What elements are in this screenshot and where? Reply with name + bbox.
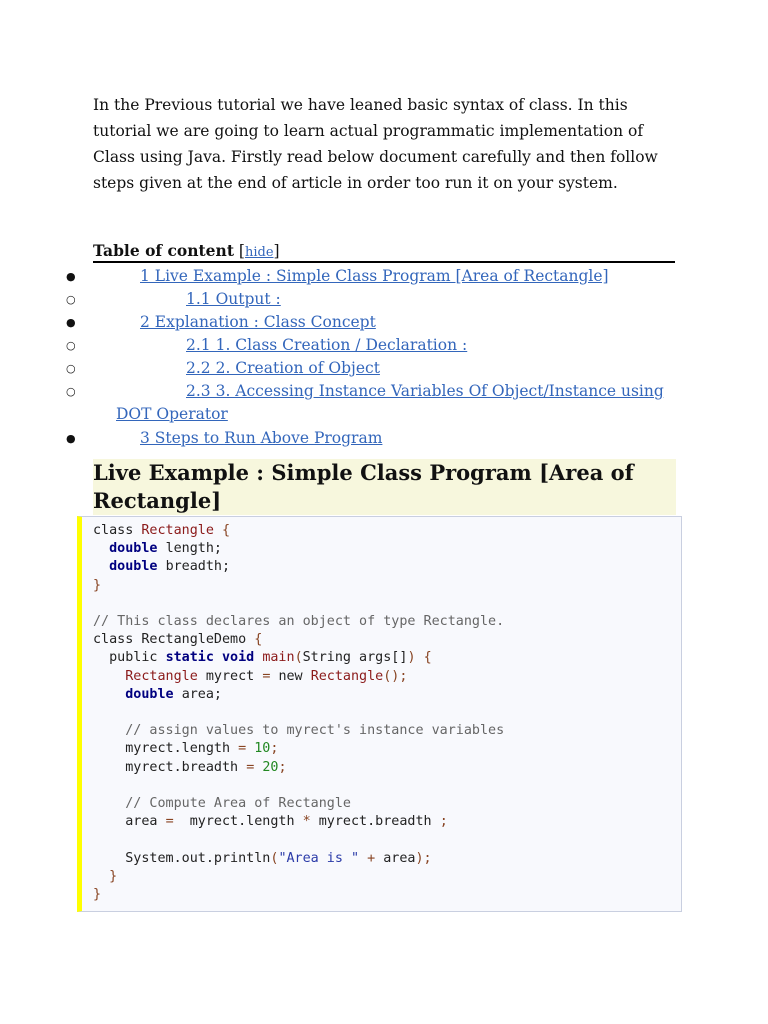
toc-title: Table of content bbox=[93, 241, 234, 260]
toc-heading bbox=[93, 240, 675, 263]
circle-bullet-icon: ○ bbox=[66, 293, 76, 306]
circle-bullet-icon: ○ bbox=[66, 362, 76, 375]
toc-link-output[interactable]: 1.1 Output : bbox=[186, 290, 281, 308]
circle-bullet-icon: ○ bbox=[66, 339, 76, 352]
toc-link-live-example[interactable]: 1 Live Example : Simple Class Program [Area of Rectangle] bbox=[140, 267, 609, 285]
toc-link-accessing-variables[interactable]: 2.3 3. Accessing Instance Variables Of Object/Instance using bbox=[186, 382, 664, 400]
toc-link-explanation[interactable]: 2 Explanation : Class Concept bbox=[140, 313, 376, 331]
bullet-icon: ● bbox=[66, 432, 76, 445]
toc-link-creation-object[interactable]: 2.2 2. Creation of Object bbox=[186, 359, 380, 377]
bullet-icon: ● bbox=[66, 316, 76, 329]
code-content: class Rectangle { double length; double breadth; } // This class declares an object of type Rectangle. class RectangleDemo { public static void main(String args[]) { Rectangle myrect = new Rectangle(); double area; // assign values to myrect's instance variables myrect.length = 10; myrect.breadth = 20; // Compute Area of Rectangle area = myrect.length * myrect.breadth ; System.out.println("Area is " + area); } } bbox=[93, 523, 505, 903]
toc-link-dot-operator[interactable]: DOT Operator bbox=[116, 405, 228, 423]
bullet-icon: ● bbox=[66, 270, 76, 283]
toc-link-steps-run[interactable]: 3 Steps to Run Above Program bbox=[140, 429, 383, 447]
toc-link-class-creation[interactable]: 2.1 1. Class Creation / Declaration : bbox=[186, 336, 468, 354]
toc-bracket-open: [ bbox=[233, 242, 245, 260]
code-block bbox=[77, 516, 682, 912]
toc-hide-link[interactable]: hide bbox=[244, 245, 274, 260]
toc-bracket-close: ] bbox=[273, 242, 280, 260]
intro-paragraph: In the Previous tutorial we have leaned basic syntax of class. In this tutorial we are going to learn actual programmatic implementation of Class using Java. Firstly read below document carefully and then follow steps given at the end of article in order too run it on your system. bbox=[93, 96, 658, 192]
circle-bullet-icon: ○ bbox=[66, 385, 76, 398]
section-heading: Live Example : Simple Class Program [Area of Rectangle] bbox=[93, 459, 676, 515]
